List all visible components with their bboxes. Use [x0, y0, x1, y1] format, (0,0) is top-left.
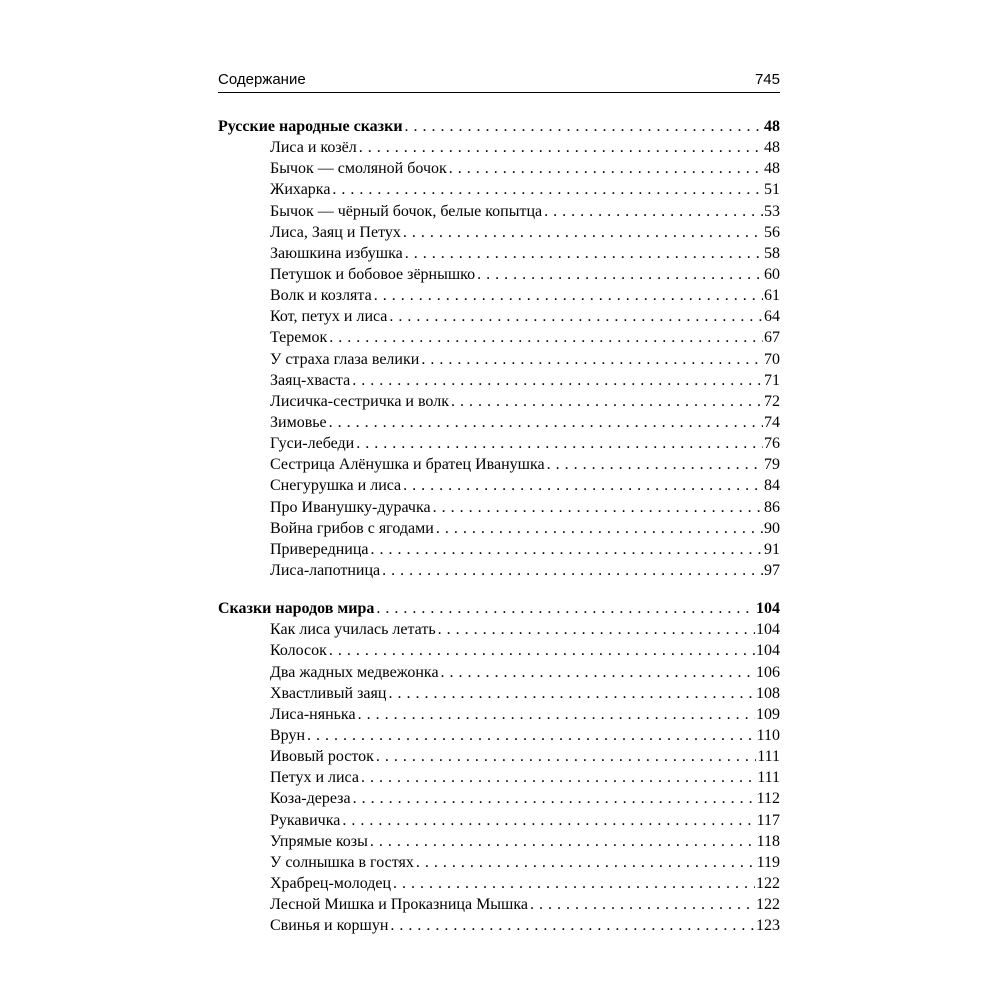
toc-entry-page: 48	[764, 139, 780, 157]
dot-leader	[371, 539, 764, 560]
toc-entry-page: 97	[764, 561, 780, 579]
toc-entry	[218, 370, 780, 391]
toc-entry-page: 58	[764, 244, 780, 262]
toc-entry	[218, 454, 780, 475]
toc-entry	[218, 810, 780, 831]
toc-entry	[218, 725, 780, 746]
toc-entry-page: 61	[764, 287, 780, 305]
toc-entry-page: 111	[757, 769, 780, 787]
toc-entry-title: Петушок и бобовое зёрнышко	[270, 265, 476, 283]
toc-entry	[218, 497, 780, 518]
toc-entry-title: Бычок — чёрный бочок, белые копытца	[270, 202, 543, 220]
toc-section-title: Сказки народов мира	[218, 600, 375, 618]
toc-entry-page: 91	[764, 540, 780, 558]
toc-entry-title: Свинья и коршун	[270, 917, 389, 935]
toc-entry-page: 76	[764, 435, 780, 453]
running-header	[218, 68, 780, 93]
header-title: Содержание	[218, 71, 306, 88]
toc-entry	[218, 433, 780, 454]
dot-leader	[438, 619, 755, 640]
toc-entry-title: Рукавичка	[270, 811, 341, 829]
toc-entry	[218, 158, 780, 179]
toc-entry	[218, 518, 780, 539]
dot-leader	[433, 497, 763, 518]
toc-entry-page: 74	[764, 413, 780, 431]
toc-entry	[218, 619, 780, 640]
toc-entry-page: 72	[764, 392, 780, 410]
toc-entry-title: Заюшкина избушка	[270, 244, 403, 262]
dot-leader	[393, 873, 755, 894]
header-page-number: 745	[754, 71, 780, 88]
dot-leader	[530, 894, 755, 915]
toc-entry-title: Врун	[270, 726, 306, 744]
toc-entry-title: Лесной Мишка и Проказница Мышка	[270, 896, 528, 914]
toc-entry-page: 67	[764, 329, 780, 347]
toc-entry-page: 117	[756, 811, 780, 829]
dot-leader	[547, 454, 763, 475]
toc-entry-page: 104	[756, 621, 780, 639]
dot-leader	[374, 285, 763, 306]
dot-leader	[332, 179, 763, 200]
toc-entry-title: Коза-дереза	[270, 790, 351, 808]
dot-leader	[388, 683, 755, 704]
table-of-contents	[218, 116, 780, 936]
dot-leader	[376, 598, 755, 619]
toc-entry-page: 53	[764, 202, 780, 220]
toc-entry-page: 48	[764, 160, 780, 178]
toc-section-title: Русские народные сказки	[218, 118, 403, 135]
toc-entry-title: Заяц-хваста	[270, 371, 351, 389]
toc-entry-page: 104	[756, 642, 780, 660]
toc-entry	[218, 788, 780, 809]
dot-leader	[405, 116, 763, 137]
toc-entry	[218, 873, 780, 894]
dot-leader	[451, 391, 763, 412]
toc-entry-page: 64	[764, 308, 780, 326]
dot-leader	[436, 518, 763, 539]
dot-leader	[329, 640, 755, 661]
toc-entry-page: 123	[756, 917, 780, 935]
dot-leader	[403, 222, 763, 243]
toc-entry	[218, 746, 780, 767]
toc-entry	[218, 391, 780, 412]
toc-entry-title: Как лиса училась летать	[270, 621, 436, 639]
toc-entry-page: 111	[757, 748, 780, 766]
toc-entry-title: Волк и козлята	[270, 287, 372, 305]
dot-leader	[405, 243, 763, 264]
toc-entry-title: Бычок — смоляной бочок	[270, 160, 447, 178]
toc-entry-title: Ивовый росток	[270, 748, 374, 766]
dot-leader	[358, 704, 755, 725]
toc-entry-page: 112	[756, 790, 780, 808]
dot-leader	[342, 810, 755, 831]
toc-entry-title: Зимовье	[270, 413, 327, 431]
dot-leader	[403, 475, 763, 496]
toc-entry-title: Снегурушка и лиса	[270, 477, 402, 495]
dot-leader	[356, 433, 763, 454]
toc-entry	[218, 662, 780, 683]
dot-leader	[416, 852, 756, 873]
toc-entry	[218, 201, 780, 222]
dot-leader	[544, 201, 763, 222]
toc-entry-title: У страха глаза велики	[270, 350, 420, 368]
dot-leader	[382, 560, 763, 581]
dot-leader	[441, 662, 755, 683]
toc-section-page: 104	[756, 600, 780, 618]
toc-entry-page: 122	[756, 896, 780, 914]
toc-entry-title: Лиса и козёл	[270, 139, 357, 157]
dot-leader	[370, 831, 756, 852]
toc-entry-page: 86	[764, 498, 780, 516]
toc-entry-page: 84	[764, 477, 780, 495]
toc-entry	[218, 412, 780, 433]
toc-entry	[218, 683, 780, 704]
dot-leader	[361, 767, 756, 788]
toc-entry	[218, 349, 780, 370]
toc-entry-title: Два жадных медвежонка	[270, 663, 439, 681]
dot-leader	[353, 788, 756, 809]
toc-entry-page: 56	[764, 223, 780, 241]
toc-entry	[218, 831, 780, 852]
toc-entry	[218, 243, 780, 264]
toc-entry	[218, 640, 780, 661]
toc-entry-page: 51	[764, 181, 780, 199]
dot-leader	[449, 158, 763, 179]
toc-entry	[218, 704, 780, 725]
toc-entry-title: Привередница	[270, 540, 369, 558]
dot-leader	[477, 264, 763, 285]
dot-leader	[329, 327, 763, 348]
toc-entry-title: Упрямые козы	[270, 832, 368, 850]
toc-entry-title: Лисичка-сестричка и волк	[270, 392, 449, 410]
dot-leader	[359, 137, 763, 158]
dot-leader	[307, 725, 756, 746]
dot-leader	[421, 349, 763, 370]
dot-leader	[376, 746, 756, 767]
toc-entry	[218, 475, 780, 496]
toc-entry-page: 109	[756, 705, 780, 723]
toc-entry-page: 108	[756, 684, 780, 702]
toc-entry	[218, 327, 780, 348]
toc-entry-page: 79	[764, 456, 780, 474]
toc-entry-page: 90	[764, 519, 780, 537]
dot-leader	[352, 370, 763, 391]
toc-entry	[218, 894, 780, 915]
dot-leader	[390, 915, 755, 936]
toc-entry-title: Гуси-лебеди	[270, 435, 355, 453]
toc-section-page: 48	[764, 118, 780, 135]
toc-entry-page: 106	[756, 663, 780, 681]
toc-entry	[218, 285, 780, 306]
toc-entry	[218, 306, 780, 327]
toc-entry-page: 71	[764, 371, 780, 389]
toc-entry-title: Лиса, Заяц и Петух	[270, 223, 401, 241]
toc-entry-title: Хвастливый заяц	[270, 684, 387, 702]
toc-entry	[218, 222, 780, 243]
toc-entry-page: 110	[756, 726, 780, 744]
toc-entry-title: Храбрец-молодец	[270, 874, 392, 892]
toc-entry	[218, 560, 780, 581]
toc-entry-title: Сестрица Алёнушка и братец Иванушка	[270, 456, 545, 474]
toc-entry	[218, 137, 780, 158]
toc-entry-title: Кот, петух и лиса	[270, 308, 388, 326]
toc-entry-title: Петух и лиса	[270, 769, 359, 787]
toc-entry-title: Про Иванушку-дурачка	[270, 498, 431, 516]
dot-leader	[389, 306, 763, 327]
toc-entry-title: Лиса-лапотница	[270, 561, 381, 579]
toc-section	[218, 116, 780, 137]
toc-entry-title: Война грибов с ягодами	[270, 519, 434, 537]
toc-entry-title: Лиса-нянька	[270, 705, 356, 723]
toc-entry	[218, 539, 780, 560]
toc-entry-page: 70	[764, 350, 780, 368]
toc-section	[218, 598, 780, 619]
section-gap	[218, 581, 780, 598]
toc-entry-page: 60	[764, 265, 780, 283]
toc-entry	[218, 767, 780, 788]
toc-entry-page: 118	[756, 832, 780, 850]
toc-entry-page: 122	[756, 874, 780, 892]
toc-entry	[218, 179, 780, 200]
dot-leader	[329, 412, 763, 433]
toc-entry-title: Жихарка	[270, 181, 331, 199]
toc-entry	[218, 852, 780, 873]
toc-entry-title: У солнышка в гостях	[270, 853, 414, 871]
toc-entry-page: 119	[756, 853, 780, 871]
toc-entry	[218, 915, 780, 936]
toc-entry-title: Теремок	[270, 329, 328, 347]
toc-entry-title: Колосок	[270, 642, 327, 660]
toc-entry	[218, 264, 780, 285]
